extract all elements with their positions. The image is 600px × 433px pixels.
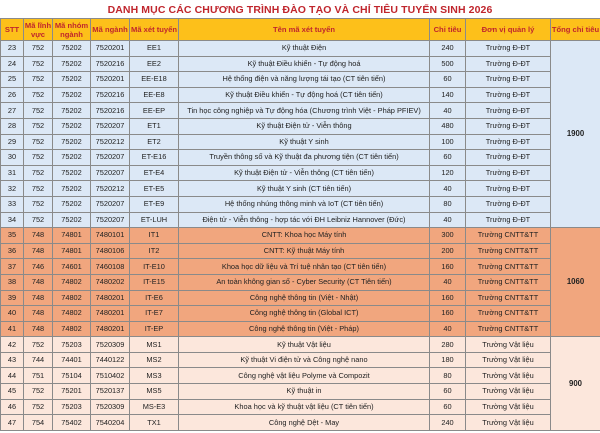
header-ma-linh-vuc: Mã lĩnh vực	[24, 20, 52, 39]
cell-ma-nganh: 7480106	[91, 243, 130, 259]
cell-don-vi-quan-ly: Trường CNTT&TT	[466, 321, 551, 337]
cell-ma-nhom-nganh: 75202	[53, 56, 91, 72]
cell-ma-nganh: 7520216	[91, 103, 130, 119]
cell-chi-tieu: 40	[430, 274, 466, 290]
table-row	[1, 415, 600, 431]
cell-ma-linh-vuc: 752	[24, 399, 53, 415]
cell-ma-xet-tuyen: ET-E16	[130, 150, 179, 166]
cell-ma-linh-vuc: 752	[24, 118, 53, 134]
table-row	[1, 306, 600, 322]
cell-stt: 37	[1, 259, 24, 275]
cell-ma-linh-vuc: 748	[24, 321, 53, 337]
cell-ma-nganh: 7520137	[91, 384, 130, 400]
cell-ten-ma-xet-tuyen: CNTT: Kỹ thuật Máy tính	[179, 243, 430, 259]
cell-ma-nganh: 7520216	[91, 87, 130, 103]
cell-ma-nganh: 7520207	[91, 196, 130, 212]
cell-ten-ma-xet-tuyen: Kỹ thuật in	[179, 384, 430, 400]
cell-stt: 41	[1, 321, 24, 337]
cell-ma-nhom-nganh: 75402	[53, 415, 91, 431]
cell-ma-nganh: 7510402	[91, 368, 130, 384]
cell-ma-xet-tuyen: MS5	[130, 384, 179, 400]
cell-stt: 26	[1, 87, 24, 103]
table-row	[1, 352, 600, 368]
cell-ma-xet-tuyen: IT-E7	[130, 306, 179, 322]
cell-ma-nhom-nganh: 75202	[53, 165, 91, 181]
cell-ma-nhom-nganh: 75202	[53, 118, 91, 134]
table-row	[1, 118, 600, 134]
cell-ma-nganh: 7480201	[91, 321, 130, 337]
cell-ten-ma-xet-tuyen: Kỹ thuật Điện	[179, 41, 430, 57]
cell-chi-tieu: 160	[430, 290, 466, 306]
cell-ma-nhom-nganh: 75202	[53, 196, 91, 212]
cell-chi-tieu: 240	[430, 41, 466, 57]
cell-ma-nhom-nganh: 74802	[53, 306, 91, 322]
cell-ma-xet-tuyen: EE-EP	[130, 103, 179, 119]
table-header-row	[1, 19, 600, 41]
cell-don-vi-quan-ly: Trường CNTT&TT	[466, 243, 551, 259]
cell-ma-nhom-nganh: 75104	[53, 368, 91, 384]
cell-ma-xet-tuyen: EE1	[130, 41, 179, 57]
cell-ma-nganh: 7520207	[91, 212, 130, 228]
cell-stt: 28	[1, 118, 24, 134]
cell-ma-linh-vuc: 744	[24, 352, 53, 368]
cell-tong-chi-tieu: 900	[551, 337, 600, 431]
cell-stt: 31	[1, 165, 24, 181]
cell-ma-xet-tuyen: EE-E18	[130, 72, 179, 88]
cell-ma-xet-tuyen: MS1	[130, 337, 179, 353]
cell-stt: 36	[1, 243, 24, 259]
cell-ma-linh-vuc: 752	[24, 165, 53, 181]
cell-ma-linh-vuc: 752	[24, 134, 53, 150]
cell-ma-nhom-nganh: 75202	[53, 87, 91, 103]
cell-tong-chi-tieu: 1060	[551, 228, 600, 337]
cell-ma-nhom-nganh: 75203	[53, 337, 91, 353]
cell-ma-xet-tuyen: MS2	[130, 352, 179, 368]
cell-chi-tieu: 40	[430, 103, 466, 119]
cell-ma-nganh: 7520309	[91, 399, 130, 415]
cell-ma-xet-tuyen: IT2	[130, 243, 179, 259]
cell-chi-tieu: 40	[430, 212, 466, 228]
table-row	[1, 384, 600, 400]
cell-chi-tieu: 160	[430, 259, 466, 275]
cell-stt: 39	[1, 290, 24, 306]
cell-don-vi-quan-ly: Trường Đ-ĐT	[466, 41, 551, 57]
table-row	[1, 72, 600, 88]
cell-chi-tieu: 280	[430, 337, 466, 353]
table-row	[1, 321, 600, 337]
header-ma-nhom-nganh: Mã nhóm ngành	[53, 19, 91, 41]
table-row	[1, 41, 600, 57]
cell-chi-tieu: 180	[430, 352, 466, 368]
table-row	[1, 56, 600, 72]
cell-ma-xet-tuyen: IT-EP	[130, 321, 179, 337]
cell-don-vi-quan-ly: Trường Vật liệu	[466, 337, 551, 353]
cell-stt: 38	[1, 274, 24, 290]
cell-ten-ma-xet-tuyen: An toàn không gian số - Cyber Security (CT Tiên tiến)	[179, 274, 430, 290]
cell-don-vi-quan-ly: Trường Đ-ĐT	[466, 212, 551, 228]
cell-don-vi-quan-ly: Trường Đ-ĐT	[466, 72, 551, 88]
cell-ma-linh-vuc: 752	[24, 196, 53, 212]
cell-don-vi-quan-ly: Trường Đ-ĐT	[466, 87, 551, 103]
cell-chi-tieu: 200	[430, 243, 466, 259]
cell-don-vi-quan-ly: Trường Vật liệu	[466, 415, 551, 431]
cell-ma-xet-tuyen: IT-E6	[130, 290, 179, 306]
cell-ma-xet-tuyen: EE-E8	[130, 87, 179, 103]
cell-ten-ma-xet-tuyen: Kỹ thuật Y sinh	[179, 134, 430, 150]
cell-stt: 42	[1, 337, 24, 353]
cell-chi-tieu: 480	[430, 118, 466, 134]
cell-stt: 43	[1, 352, 24, 368]
table-row	[1, 165, 600, 181]
table-row	[1, 212, 600, 228]
cell-don-vi-quan-ly: Trường Vật liệu	[466, 399, 551, 415]
cell-don-vi-quan-ly: Trường CNTT&TT	[466, 228, 551, 244]
cell-stt: 44	[1, 368, 24, 384]
cell-ma-linh-vuc: 752	[24, 87, 53, 103]
cell-ma-nganh: 7520207	[91, 165, 130, 181]
cell-ten-ma-xet-tuyen: Tin học công nghiệp và Tự động hóa (Chương trình Việt - Pháp PFIEV)	[179, 103, 430, 119]
cell-stt: 40	[1, 306, 24, 322]
table-row	[1, 228, 600, 244]
cell-ma-nhom-nganh: 74601	[53, 259, 91, 275]
cell-ten-ma-xet-tuyen: CNTT: Khoa học Máy tính	[179, 228, 430, 244]
cell-stt: 45	[1, 384, 24, 400]
cell-ma-linh-vuc: 748	[24, 290, 53, 306]
admissions-table	[0, 18, 600, 431]
cell-don-vi-quan-ly: Trường Đ-ĐT	[466, 56, 551, 72]
cell-stt: 33	[1, 196, 24, 212]
table-row	[1, 274, 600, 290]
cell-don-vi-quan-ly: Trường Đ-ĐT	[466, 134, 551, 150]
cell-stt: 27	[1, 103, 24, 119]
table-row	[1, 196, 600, 212]
cell-ma-nganh: 7520201	[91, 72, 130, 88]
cell-ma-linh-vuc: 752	[24, 384, 53, 400]
cell-don-vi-quan-ly: Trường Vật liệu	[466, 384, 551, 400]
cell-ma-nhom-nganh: 75202	[53, 72, 91, 88]
cell-chi-tieu: 300	[430, 228, 466, 244]
cell-don-vi-quan-ly: Trường Vật liệu	[466, 352, 551, 368]
cell-chi-tieu: 160	[430, 306, 466, 322]
cell-ma-linh-vuc: 748	[24, 243, 53, 259]
table-row	[1, 368, 600, 384]
cell-ma-linh-vuc: 752	[24, 181, 53, 197]
cell-don-vi-quan-ly: Trường CNTT&TT	[466, 290, 551, 306]
table-row	[1, 399, 600, 415]
cell-chi-tieu: 80	[430, 368, 466, 384]
header-stt: STT	[1, 19, 24, 41]
cell-ten-ma-xet-tuyen: Hệ thống nhúng thông minh và IoT (CT tiên tiến)	[179, 196, 430, 212]
cell-ma-nhom-nganh: 75202	[53, 212, 91, 228]
cell-stt: 35	[1, 228, 24, 244]
cell-stt: 30	[1, 150, 24, 166]
cell-ma-nhom-nganh: 75202	[53, 41, 91, 57]
cell-ma-nganh: 7540204	[91, 415, 130, 431]
cell-ten-ma-xet-tuyen: Kỹ thuật Điện tử - Viễn thông	[179, 118, 430, 134]
cell-ma-nganh: 7520309	[91, 337, 130, 353]
cell-ma-nganh: 7480201	[91, 306, 130, 322]
cell-ma-nhom-nganh: 75202	[53, 181, 91, 197]
table-row	[1, 103, 600, 119]
header-don-vi-quan-ly: Đơn vị quản lý	[466, 19, 551, 41]
cell-don-vi-quan-ly: Trường Vật liệu	[466, 368, 551, 384]
cell-ma-xet-tuyen: MS3	[130, 368, 179, 384]
cell-ten-ma-xet-tuyen: Kỹ thuật Vật liệu	[179, 337, 430, 353]
cell-stt: 34	[1, 212, 24, 228]
cell-ten-ma-xet-tuyen: Hệ thống điện và năng lượng tái tạo (CT tiên tiến)	[179, 72, 430, 88]
cell-ma-nganh: 7520201	[91, 41, 130, 57]
cell-ma-xet-tuyen: IT-E15	[130, 274, 179, 290]
cell-ma-linh-vuc: 748	[24, 306, 53, 322]
cell-ma-nhom-nganh: 74801	[53, 228, 91, 244]
cell-don-vi-quan-ly: Trường Đ-ĐT	[466, 103, 551, 119]
header-tong-chi-tieu: Tổng chỉ tiêu	[551, 19, 600, 41]
cell-ten-ma-xet-tuyen: Công nghệ thông tin (Việt - Nhật)	[179, 290, 430, 306]
cell-stt: 46	[1, 399, 24, 415]
cell-ma-linh-vuc: 752	[24, 72, 53, 88]
cell-don-vi-quan-ly: Trường Đ-ĐT	[466, 165, 551, 181]
table-row	[1, 259, 600, 275]
cell-ten-ma-xet-tuyen: Khoa học và kỹ thuật vật liệu (CT tiên tiến)	[179, 399, 430, 415]
cell-ma-nganh: 7480201	[91, 290, 130, 306]
cell-don-vi-quan-ly: Trường Đ-ĐT	[466, 196, 551, 212]
cell-ma-nhom-nganh: 74801	[53, 243, 91, 259]
cell-ten-ma-xet-tuyen: Kỹ thuật Điều khiển - Tự động hoá	[179, 56, 430, 72]
cell-ten-ma-xet-tuyen: Công nghệ Dệt - May	[179, 415, 430, 431]
cell-ma-nganh: 7520216	[91, 56, 130, 72]
header-ma-xet-tuyen: Mã xét tuyển	[130, 19, 179, 41]
cell-ma-xet-tuyen: ET2	[130, 134, 179, 150]
table-row	[1, 87, 600, 103]
cell-chi-tieu: 500	[430, 56, 466, 72]
cell-stt: 29	[1, 134, 24, 150]
cell-stt: 32	[1, 181, 24, 197]
cell-chi-tieu: 60	[430, 384, 466, 400]
cell-don-vi-quan-ly: Trường CNTT&TT	[466, 259, 551, 275]
cell-chi-tieu: 40	[430, 181, 466, 197]
cell-ma-nhom-nganh: 74802	[53, 290, 91, 306]
table-row	[1, 243, 600, 259]
header-ma-nganh: Mã ngành	[91, 19, 130, 41]
cell-ma-xet-tuyen: TX1	[130, 415, 179, 431]
cell-ma-linh-vuc: 754	[24, 415, 53, 431]
cell-chi-tieu: 140	[430, 87, 466, 103]
cell-ma-nhom-nganh: 75203	[53, 399, 91, 415]
cell-don-vi-quan-ly: Trường Đ-ĐT	[466, 118, 551, 134]
cell-ma-linh-vuc: 752	[24, 41, 53, 57]
cell-ma-xet-tuyen: ET-LUH	[130, 212, 179, 228]
cell-ma-nhom-nganh: 74401	[53, 352, 91, 368]
cell-chi-tieu: 60	[430, 399, 466, 415]
table-row	[1, 150, 600, 166]
cell-ma-nganh: 7460108	[91, 259, 130, 275]
cell-ma-xet-tuyen: ET-E9	[130, 196, 179, 212]
header-ten-ma-xet-tuyen: Tên mã xét tuyển	[179, 19, 430, 41]
cell-ma-xet-tuyen: IT-E10	[130, 259, 179, 275]
cell-ma-xet-tuyen: EE2	[130, 56, 179, 72]
cell-ma-xet-tuyen: MS-E3	[130, 399, 179, 415]
cell-ma-nganh: 7520207	[91, 118, 130, 134]
cell-ma-linh-vuc: 746	[24, 259, 53, 275]
cell-ma-nganh: 7440122	[91, 352, 130, 368]
cell-ma-nhom-nganh: 75202	[53, 103, 91, 119]
cell-don-vi-quan-ly: Trường Đ-ĐT	[466, 181, 551, 197]
cell-ma-linh-vuc: 751	[24, 368, 53, 384]
cell-ten-ma-xet-tuyen: Kỹ thuật Vi điện tử và Công nghệ nano	[179, 352, 430, 368]
cell-ma-linh-vuc: 752	[24, 56, 53, 72]
cell-ten-ma-xet-tuyen: Điện tử - Viễn thông - hợp tác với ĐH Leibniz Hannover (Đức)	[179, 212, 430, 228]
table-row	[1, 134, 600, 150]
cell-chi-tieu: 240	[430, 415, 466, 431]
cell-stt: 25	[1, 72, 24, 88]
cell-chi-tieu: 100	[430, 134, 466, 150]
cell-ma-nganh: 7520212	[91, 181, 130, 197]
cell-ma-linh-vuc: 752	[24, 337, 53, 353]
cell-stt: 24	[1, 56, 24, 72]
cell-ma-nhom-nganh: 75201	[53, 384, 91, 400]
cell-ma-xet-tuyen: ET-E4	[130, 165, 179, 181]
cell-chi-tieu: 120	[430, 165, 466, 181]
cell-ma-nganh: 7520212	[91, 134, 130, 150]
header-chi-tieu: Chỉ tiêu	[430, 19, 466, 41]
cell-ma-linh-vuc: 752	[24, 103, 53, 119]
cell-ma-nganh: 7520207	[91, 150, 130, 166]
cell-don-vi-quan-ly: Trường CNTT&TT	[466, 274, 551, 290]
cell-ten-ma-xet-tuyen: Kỹ thuật Y sinh (CT tiên tiến)	[179, 181, 430, 197]
cell-ten-ma-xet-tuyen: Công nghệ thông tin (Global ICT)	[179, 306, 430, 322]
cell-ma-nganh: 7480202	[91, 274, 130, 290]
table-row	[1, 181, 600, 197]
cell-ma-linh-vuc: 752	[24, 212, 53, 228]
cell-ma-nhom-nganh: 75202	[53, 134, 91, 150]
cell-chi-tieu: 60	[430, 72, 466, 88]
table-row	[1, 290, 600, 306]
cell-ma-nhom-nganh: 74802	[53, 274, 91, 290]
cell-ma-xet-tuyen: ET1	[130, 118, 179, 134]
cell-ten-ma-xet-tuyen: Công nghệ vật liệu Polyme và Compozit	[179, 368, 430, 384]
cell-ten-ma-xet-tuyen: Kỹ thuật Điện tử - Viễn thông (CT tiên tiến)	[179, 165, 430, 181]
cell-ma-nhom-nganh: 74802	[53, 321, 91, 337]
cell-chi-tieu: 60	[430, 150, 466, 166]
cell-don-vi-quan-ly: Trường CNTT&TT	[466, 306, 551, 322]
cell-don-vi-quan-ly: Trường Đ-ĐT	[466, 150, 551, 166]
cell-ma-linh-vuc: 748	[24, 228, 53, 244]
cell-tong-chi-tieu: 1900	[551, 41, 600, 228]
cell-ma-nganh: 7480101	[91, 228, 130, 244]
cell-ten-ma-xet-tuyen: Công nghệ thông tin (Việt - Pháp)	[179, 321, 430, 337]
page-title: DANH MỤC CÁC CHƯƠNG TRÌNH ĐÀO TẠO VÀ CHỈ TIÊU TUYỂN SINH 2026	[107, 4, 493, 16]
cell-ten-ma-xet-tuyen: Khoa học dữ liệu và Trí tuệ nhân tạo (CT tiên tiến)	[179, 259, 430, 275]
cell-ten-ma-xet-tuyen: Kỹ thuật Điều khiển - Tự động hoá (CT tiên tiến)	[179, 87, 430, 103]
cell-ma-xet-tuyen: IT1	[130, 228, 179, 244]
cell-chi-tieu: 40	[430, 321, 466, 337]
cell-chi-tieu: 80	[430, 196, 466, 212]
cell-ten-ma-xet-tuyen: Truyền thông số và Kỹ thuật đa phương tiện (CT tiên tiến)	[179, 150, 430, 166]
cell-ma-nhom-nganh: 75202	[53, 150, 91, 166]
cell-stt: 47	[1, 415, 24, 431]
cell-ma-linh-vuc: 752	[24, 150, 53, 166]
cell-ma-linh-vuc: 748	[24, 274, 53, 290]
table-row	[1, 337, 600, 353]
cell-ma-xet-tuyen: ET-E5	[130, 181, 179, 197]
table-body	[1, 41, 600, 431]
cell-stt: 23	[1, 41, 24, 57]
